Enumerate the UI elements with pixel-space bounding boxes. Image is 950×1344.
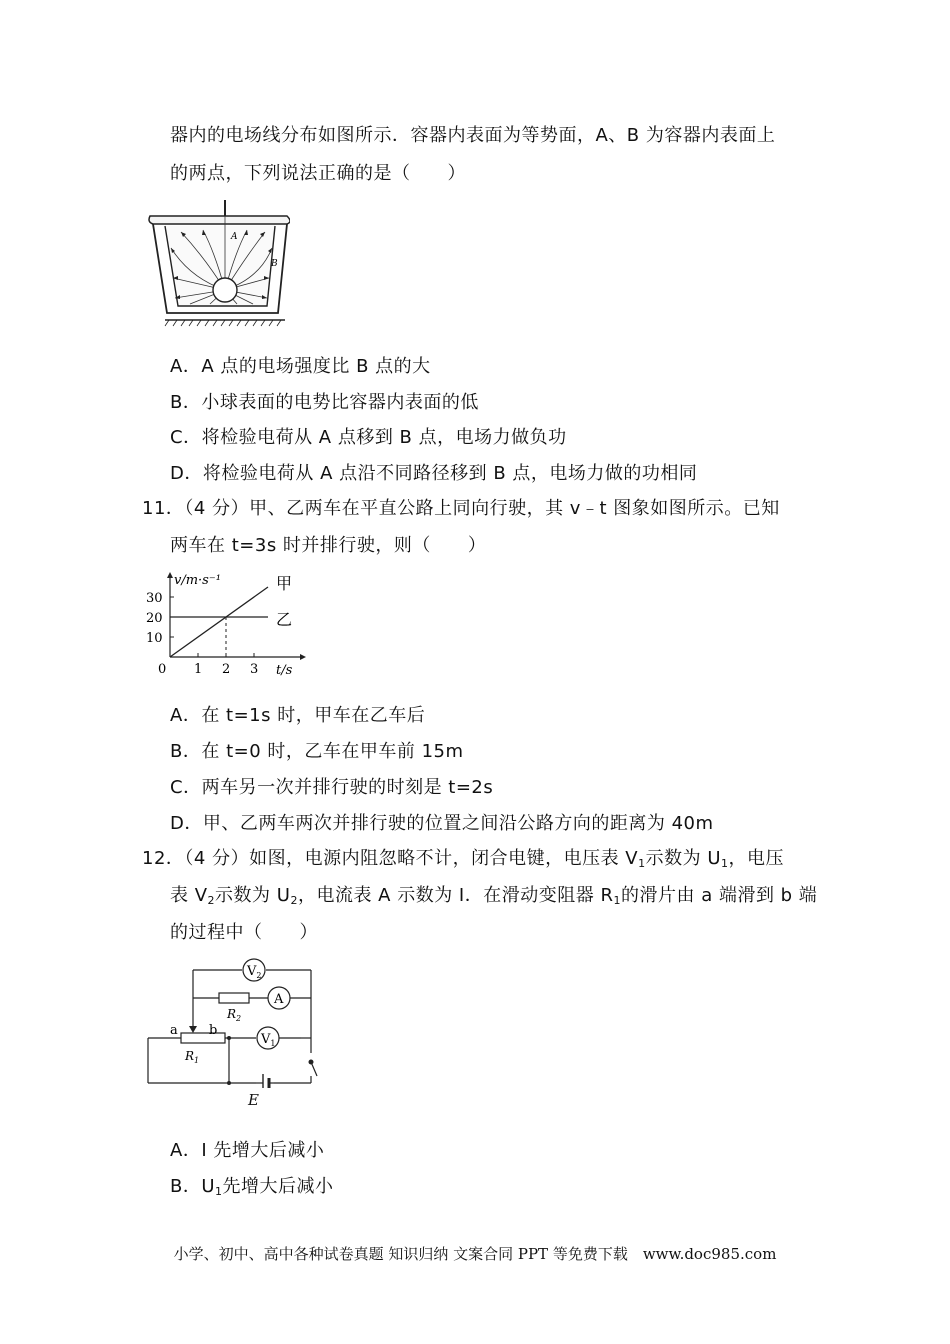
x-tick-label: 3 bbox=[250, 662, 259, 677]
q12-text-line1: 12．（4 分）如图，电源内阻忽略不计，闭合电键，电压表 $V_1$示数为 $U_1$，电压 bbox=[142, 848, 785, 870]
svg-text:R2: $R_2$ bbox=[227, 1007, 242, 1023]
battery-label: E bbox=[248, 1091, 260, 1109]
x-tick-label: 2 bbox=[222, 662, 231, 677]
svg-text:V1: $V_1$ bbox=[261, 1032, 276, 1048]
y-axis-label: v/m·s⁻¹ bbox=[174, 573, 221, 588]
svg-text:A: A bbox=[274, 992, 284, 1007]
page-footer: 小学、初中、高中各种试卷真题 知识归纳 文案合同 PPT 等免费下载 www.doc985.com bbox=[173, 1245, 777, 1263]
q12-circuit-diagram bbox=[143, 958, 328, 1088]
y-tick-label: 30 bbox=[146, 591, 163, 606]
y-tick-label: 20 bbox=[146, 611, 163, 626]
x-tick-label: 0 bbox=[158, 662, 167, 677]
series-line-jia bbox=[170, 587, 268, 657]
q10-text-line1: 器内的电场线分布如图所示．容器内表面为等势面，A、B 为容器内表面上 bbox=[170, 125, 776, 146]
q12-option-b: B．$U_1$先增大后减小 bbox=[170, 1176, 334, 1198]
y-tick-label: 10 bbox=[146, 631, 163, 646]
q11-text-line2: 两车在 t=3s 时并排行驶，则（ ） bbox=[170, 535, 487, 556]
q11-option-a: A．在 t=1s 时，甲车在乙车后 bbox=[170, 705, 426, 726]
q10-option-b: B．小球表面的电势比容器内表面的低 bbox=[170, 392, 479, 413]
q11-vt-chart bbox=[140, 570, 310, 685]
svg-text:V2: $V_2$ bbox=[247, 964, 262, 980]
q10-electric-field-figure bbox=[145, 198, 290, 328]
q12-option-a: A．I 先增大后减小 bbox=[170, 1140, 325, 1161]
svg-text:a: a bbox=[170, 1023, 178, 1038]
point-b-label: B bbox=[271, 259, 278, 269]
q11-text-line1: 11．（4 分）甲、乙两车在平直公路上同向行驶，其 v﹣t 图象如图所示。已知 bbox=[142, 498, 780, 519]
x-tick-label: 1 bbox=[194, 662, 203, 677]
q12-text-line2: 表 $V_2$示数为 $U_2$，电流表 A 示数为 I．在滑动变阻器 $R_1$的滑片由 a 端滑到 b 端 bbox=[170, 885, 818, 907]
q10-text-line2: 的两点，下列说法正确的是（ ） bbox=[170, 163, 466, 184]
q10-option-a: A．A 点的电场强度比 B 点的大 bbox=[170, 356, 431, 377]
x-axis-label: t/s bbox=[276, 663, 293, 678]
series-label: 乙 bbox=[276, 610, 293, 629]
q11-option-d: D．甲、乙两车两次并排行驶的位置之间沿公路方向的距离为 40m bbox=[170, 813, 714, 834]
svg-text:b: b bbox=[209, 1023, 218, 1038]
q11-option-b: B．在 t=0 时，乙车在甲车前 15m bbox=[170, 741, 464, 762]
q10-option-c: C．将检验电荷从 A 点移到 B 点，电场力做负功 bbox=[170, 427, 567, 448]
point-a-label: A bbox=[231, 232, 238, 242]
series-label: 甲 bbox=[276, 574, 293, 593]
svg-text:R1: $R_1$ bbox=[185, 1049, 200, 1065]
q12-text-line3: 的过程中（ ） bbox=[170, 922, 318, 943]
q11-option-c: C．两车另一次并排行驶的时刻是 t=2s bbox=[170, 777, 494, 798]
q10-option-d: D．将检验电荷从 A 点沿不同路径移到 B 点，电场力做的功相同 bbox=[170, 463, 698, 484]
